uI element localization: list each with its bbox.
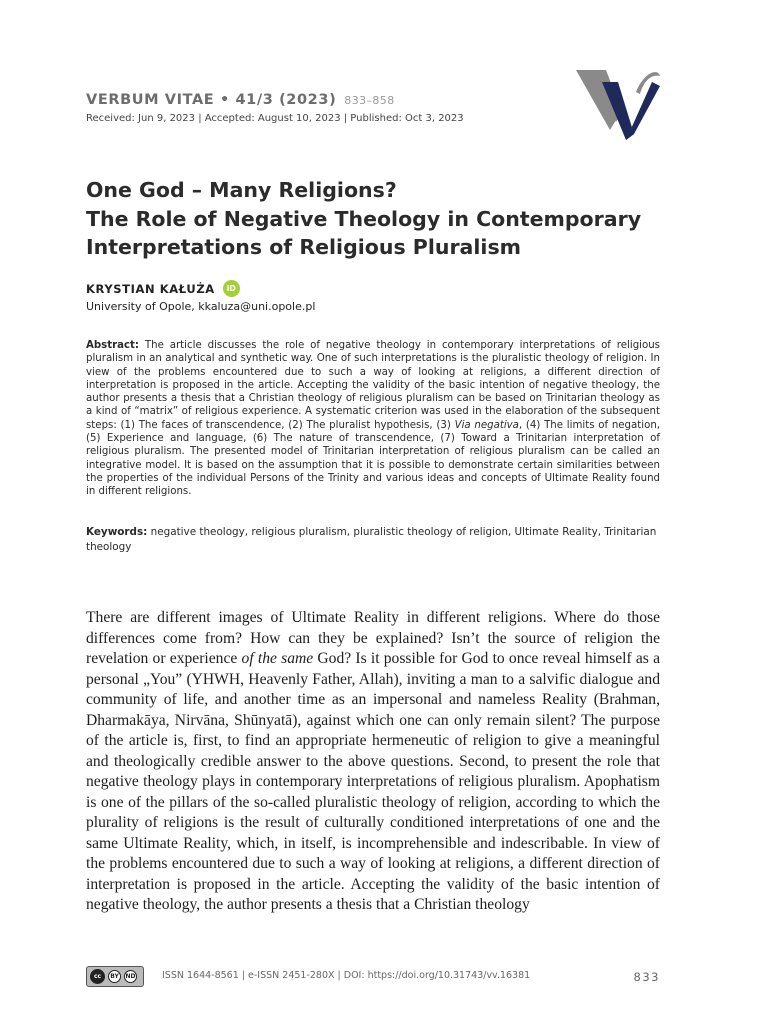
keywords-label: Keywords: [86,526,148,538]
journal-logo [572,64,664,142]
page-footer [86,966,660,988]
cc-icon: cc [90,969,105,984]
nd-icon: ND [124,970,137,983]
keywords [86,525,660,555]
journal-name: VERBUM VITAE • 41/3 (2023) [86,92,337,108]
body-text-italic: of the same [241,650,314,667]
orcid-icon[interactable]: iD [223,280,240,297]
keywords-text: negative theology, religious pluralism, pluralistic theology of religion, Ultimate Reality, Trinitarian theology [86,526,657,553]
journal-citation [86,92,464,108]
author-name: KRYSTIAN KAŁUŻA [86,281,215,296]
cc-license-badge[interactable] [86,966,144,987]
page-number: 833 [633,970,660,984]
author-affiliation: University of Opole, kkaluza@uni.opole.pl [86,300,316,313]
by-icon: BY [108,970,121,983]
abstract-text-b: , (4) The limits of negation, (5) Experience and language, (6) The nature of transcendence, (7) Toward a Trinitarian interpretation of religious pluralism. The presented model of Trinitarian interpretation of religious pluralism can be called an integrative model. It is based on the assumption that it is possible to demonstrate certain similarities between the properties of the individual Persons of the Trinity and various ideas and concepts of Ultimate Reality found in different religions. [86,419,661,498]
article-title [86,176,686,262]
journal-header [86,92,464,124]
vv-logo-icon [572,64,664,142]
abstract-text-italic: Via negativa [454,419,519,431]
body-paragraph [86,608,660,916]
title-line-1: One God – Many Religions? [86,178,397,202]
abstract-text-a: The article discusses the role of negative theology in contemporary interpretations of religious pluralism in an analytical and synthetic way. One of such interpretations is the pluralistic theology of religion. In view of the problems encountered due to such a way of looking at religions, a different direction of interpretation is proposed in the article. Accepting the validity of the basic intention of negative theology, the author presents a thesis that a Christian theology of religious pluralism can be based on Trinitarian theology as a kind of “matrix” of religious experience. A systematic criterion was used in the elaboration of the subsequent steps: (1) The faces of transcendence, (2) The pluralist hypothesis, (3) [86,340,660,431]
body-text-2: God? Is it possible for God to once reveal himself as a personal „You” (YHWH, Heavenly Father, Allah), inviting a man to a salvific dialogue and community of life, and another time as an impersonal and nameless Reality (Brahman, Dharmakāya, Nirvāna, Shūnyatā), against which one can only remain silent? The purpose of the article is, first, to find an appropriate hermeneutic of religion to give a meaningful and theologically credible answer to the above questions. Second, to present the role that negative theology plays in contemporary interpretations of religious pluralism. Apophatism is one of the pillars of the so-called pluralistic theology of religion, according to which the plurality of religions is the result of culturally conditioned interpretations of one and the same Ultimate Reality, which, in itself, is incomprehensible and indescribable. In view of the problems encountered due to such a way of looking at religions, a different direction of interpretation is proposed in the article. Accepting the validity of the basic intention of negative theology, the author presents a thesis that a Christian theology [86,650,660,913]
abstract-label: Abstract: [86,340,139,351]
page-range: 833–858 [344,94,395,107]
author-line [86,280,240,297]
title-line-3: Interpretations of Religious Pluralism [86,235,522,259]
abstract [86,339,660,499]
publication-dates: Received: Jun 9, 2023 | Accepted: August 10, 2023 | Published: Oct 3, 2023 [86,113,464,124]
title-line-2: The Role of Negative Theology in Contemporary [86,206,642,231]
issn-doi[interactable]: ISSN 1644-8561 | e-ISSN 2451-280X | DOI: https://doi.org/10.31743/vv.16381 [162,970,531,981]
body-text-1: There are different images of Ultimate Reality in different religions. Where do those differences come from? How can they be explained? Isn’t the source of religion the revelation or experience [86,609,660,667]
